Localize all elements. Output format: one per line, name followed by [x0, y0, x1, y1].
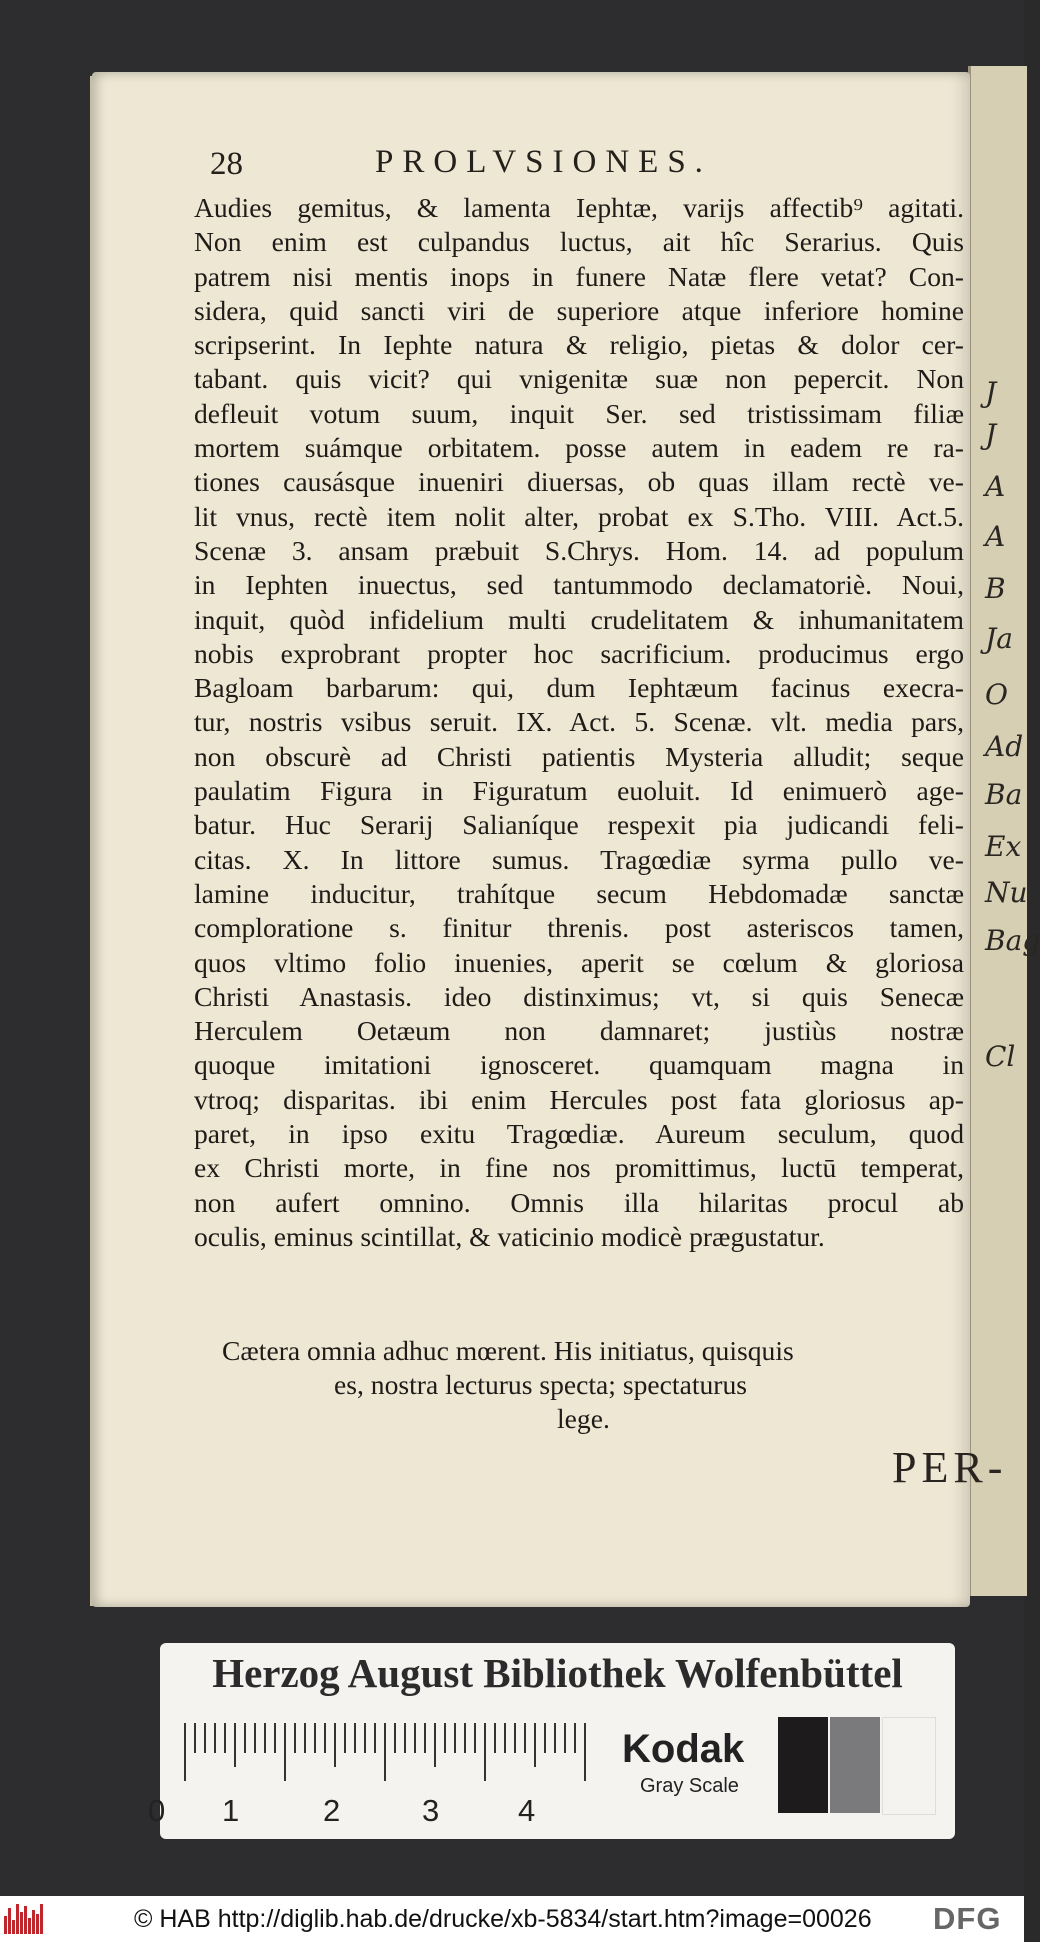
logo-bar [28, 1918, 31, 1934]
ruler-tick [424, 1723, 426, 1753]
ruler-tick [474, 1723, 476, 1753]
text-line: defleuit votum suum, inquit Ser. sed tristissimam filiæ [194, 397, 964, 429]
ruler-label: 0 [148, 1793, 166, 1828]
logo-bar [24, 1906, 27, 1934]
text-line: vtroq; disparitas. ibi enim Hercules post fata gloriosus ap- [194, 1083, 964, 1115]
gray-scale-label: Gray Scale [640, 1775, 739, 1797]
ruler-tick [184, 1723, 186, 1781]
ruler-tick [234, 1723, 236, 1767]
text-line: Bagloam barbarum: qui, dum Iephtæum facinus execra- [194, 672, 964, 704]
logo-bar [12, 1920, 15, 1934]
ruler-label: 2 [323, 1793, 341, 1828]
text-line: paret, in ipso exitu Tragœdiæ. Aureum seculum, quod [194, 1118, 964, 1150]
ruler-tick [254, 1723, 256, 1753]
text-line: citas. X. In littore sumus. Tragœdiæ syrma pullo ve- [194, 843, 964, 875]
text-line: oculis, eminus scintillat, & vaticinio modicè prægustatur. [194, 1220, 825, 1252]
ruler-tick [224, 1723, 226, 1753]
text-line: tur, nostris vsibus seruit. IX. Act. 5. Scenæ. vlt. media pars, [194, 706, 964, 738]
gray-swatch [830, 1717, 880, 1813]
adjacent-page-text: O [985, 678, 1008, 711]
ruler-tick [444, 1723, 446, 1753]
scale-ruler [184, 1723, 604, 1783]
ruler-tick [374, 1723, 376, 1753]
text-line: Non enim est culpandus luctus, ait hîc Serarius. Quis [194, 226, 964, 258]
text-line: sidera, quid sancti viri de superiore atque inferiore homine [194, 294, 964, 326]
ruler-tick [564, 1723, 566, 1753]
ruler-tick [314, 1723, 316, 1753]
text-line: lit vnus, rectè item nolit alter, probat ex S.Tho. VIII. Act.5. [194, 500, 964, 532]
text-line: comploratione s. finitur threnis. post asteriscos tamen, [194, 912, 964, 944]
closing-line: Cætera omnia adhuc mœrent. His initiatus, quisquis [222, 1335, 794, 1366]
ruler-tick [434, 1723, 436, 1767]
black-swatch [778, 1717, 828, 1813]
ruler-tick [214, 1723, 216, 1753]
ruler-tick [404, 1723, 406, 1753]
text-line: lamine inducitur, trahítque secum Hebdomadæ sanctæ [194, 877, 964, 909]
ruler-tick [354, 1723, 356, 1753]
adjacent-page-text: J [985, 376, 997, 409]
text-line: paulatim Figura in Figuratum euoluit. Id enimuerò age- [194, 775, 964, 807]
ruler-tick [324, 1723, 326, 1753]
text-line: non obscurè ad Christi patientis Mysteria alludit; seque [194, 740, 964, 772]
ruler-tick [204, 1723, 206, 1753]
text-line: nobis exprobrant propter hoc sacrificium. producimus ergo [194, 637, 964, 669]
ruler-label: 3 [422, 1793, 440, 1828]
closing-paragraph [222, 1334, 962, 1436]
text-line: patrem nisi mentis inops in funere Natæ flere vetat? Con- [194, 260, 964, 292]
dfg-logo: DFG [933, 1901, 1002, 1936]
ruler-tick [524, 1723, 526, 1753]
ruler-tick [264, 1723, 266, 1753]
ruler-tick [534, 1723, 536, 1767]
logo-bar [16, 1904, 19, 1934]
adjacent-page-text: J [985, 418, 997, 451]
ruler-label: 4 [518, 1793, 536, 1828]
text-line: Audies gemitus, & lamenta Iephtæ, varijs affectib⁹ agitati. [194, 192, 964, 223]
text-line: ex Christi morte, in fine nos promittimus, luctū temperat, [194, 1152, 964, 1184]
ruler-tick [574, 1723, 576, 1753]
text-line: batur. Huc Serarij Salianíque respexit pia judicandi feli- [194, 809, 964, 841]
page-header [210, 140, 910, 190]
ruler-tick [544, 1723, 546, 1753]
adjacent-page-text: A [985, 520, 1006, 553]
logo-bar [4, 1916, 7, 1934]
closing-line: es, nostra lecturus specta; spectaturus [334, 1369, 748, 1400]
adjacent-page-text: A [985, 470, 1006, 503]
closing-line: lege. [557, 1403, 610, 1434]
text-line: Herculem Oetæum non damnaret; justiùs nostræ [194, 1015, 964, 1047]
adjacent-page-text: Ex [985, 830, 1022, 863]
hab-logo-icon [4, 1904, 46, 1934]
ruler-tick [394, 1723, 396, 1753]
copyright-link[interactable]: © HAB http://diglib.hab.de/drucke/xb-5834/start.htm?image=00026 [134, 1905, 872, 1933]
ruler-tick [414, 1723, 416, 1753]
page-number: 28 [210, 146, 243, 182]
text-line: tabant. quis vicit? qui vnigenitæ suæ non pepercit. Non [194, 363, 964, 395]
logo-bar [8, 1908, 11, 1934]
logo-bar [32, 1910, 35, 1934]
ruler-tick [244, 1723, 246, 1753]
catchword: PER- [892, 1443, 1008, 1492]
adjacent-page-text: Ja [985, 622, 1013, 655]
adjacent-page-text: Ba [985, 778, 1023, 811]
adjacent-page-text: B [985, 572, 1006, 605]
ruler-tick [274, 1723, 276, 1753]
adjacent-page-text: Bag [985, 924, 1040, 957]
ruler-tick [484, 1723, 486, 1781]
adjacent-page-text: Nu [985, 876, 1028, 909]
color-reference-card [148, 1643, 955, 1839]
adjacent-page-text: Ad [985, 730, 1024, 763]
text-line: tiones causásque inueniri diuersas, ob quas illam rectè ve- [194, 466, 964, 498]
ruler-tick [284, 1723, 286, 1781]
text-line: Scenæ 3. ansam præbuit S.Chrys. Hom. 14. ad populum [194, 534, 964, 566]
text-line: scripserint. In Iephte natura & religio, pietas & dolor cer- [194, 329, 964, 361]
ruler-tick [554, 1723, 556, 1753]
text-line: quoque imitationi ignosceret. quamquam magna in [194, 1049, 964, 1081]
ruler-tick [494, 1723, 496, 1753]
kodak-brand: Kodak [622, 1727, 745, 1771]
logo-bar [40, 1904, 43, 1934]
ruler-tick [334, 1723, 336, 1767]
adjacent-page-edge [968, 66, 1040, 1596]
text-line: quos vltimo folio inuenies, aperit se cœlum & gloriosa [194, 946, 964, 978]
text-line: Christi Anastasis. ideo distinximus; vt, si quis Senecæ [194, 980, 964, 1012]
ruler-tick [504, 1723, 506, 1753]
text-line: in Iephten inuectus, sed tantummodo declamatoriè. Noui, [194, 569, 964, 601]
ruler-tick [344, 1723, 346, 1753]
library-name: Herzog August Bibliothek Wolfenbüttel [212, 1650, 903, 1696]
logo-bar [36, 1914, 39, 1934]
ruler-tick [194, 1723, 196, 1753]
ruler-tick [514, 1723, 516, 1753]
ruler-tick [384, 1723, 386, 1781]
body-text [194, 191, 964, 1254]
ruler-tick [584, 1723, 586, 1781]
ruler-tick [304, 1723, 306, 1753]
ruler-tick [364, 1723, 366, 1753]
ruler-tick [454, 1723, 456, 1753]
logo-bar [20, 1912, 23, 1934]
ruler-tick [464, 1723, 466, 1753]
adjacent-page-text: Cl [985, 1040, 1016, 1073]
footer-bar [0, 1896, 1024, 1942]
text-line: non aufert omnino. Omnis illa hilaritas procul ab [194, 1186, 964, 1218]
ruler-label: 1 [222, 1793, 240, 1828]
ruler-tick [294, 1723, 296, 1753]
text-line: inquit, quòd infidelium multi crudelitatem & inhumanitatem [194, 603, 964, 635]
white-swatch [882, 1717, 936, 1815]
text-line: mortem suámque orbitatem. posse autem in eadem re ra- [194, 432, 964, 464]
running-head: PROLVSIONES. [375, 144, 712, 180]
